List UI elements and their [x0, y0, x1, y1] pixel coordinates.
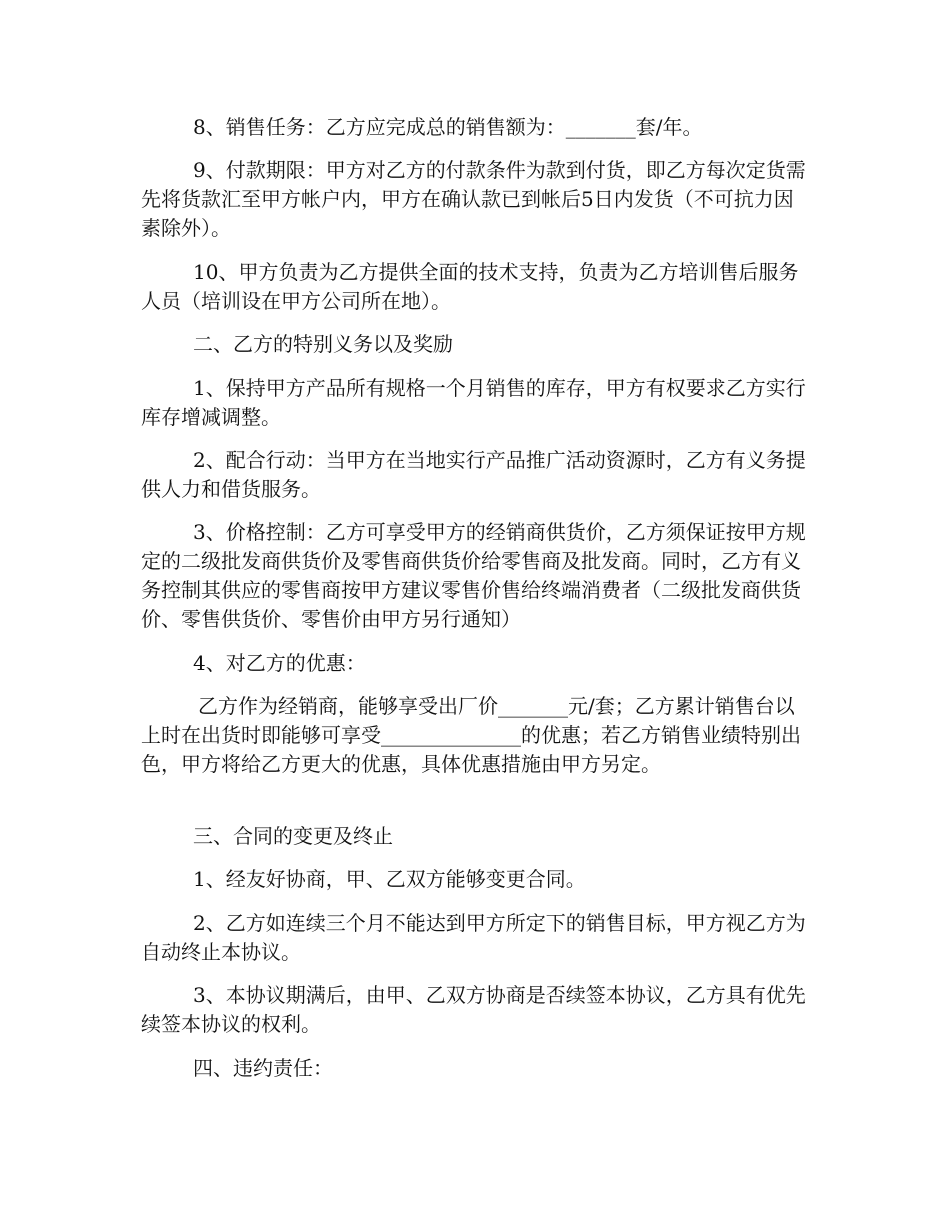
clause-termination: 2、乙方如连续三个月不能达到甲方所定下的销售目标，甲方视乙方为自动终止本协议。: [141, 911, 806, 964]
clause-discount-details: 乙方作为经销商，能够享受出厂价_______元/套；乙方累计销售台以上时在出货时即能够可享受______________的优惠；若乙方销售业绩特别出色，甲方将给乙方更大的优惠，具体优惠措施由甲方另定。: [141, 694, 801, 776]
clause-inventory: 1、保持甲方产品所有规格一个月销售的库存，甲方有权要求乙方实行库存增减调整。: [141, 376, 806, 429]
clause-sales-target: 8、销售任务：乙方应完成总的销售额为：_______套/年。: [193, 115, 703, 139]
section-heading-4: 四、违约责任：: [193, 1056, 333, 1080]
clause-amendment: 1、经友好协商，甲、乙双方能够变更合同。: [193, 867, 586, 891]
clause-payment-terms: 9、付款期限：甲方对乙方的付款条件为款到付货，即乙方每次定货需先将货款汇至甲方帐户内，甲方在确认款已到帐后5日内发货（不可抗力因素除外）。: [141, 158, 806, 240]
section-heading-3: 三、合同的变更及终止: [193, 824, 393, 848]
clause-cooperation: 2、配合行动：当甲方在当地实行产品推广活动资源时，乙方有义务提供人力和借货服务。: [141, 448, 806, 501]
clause-technical-support: 10、甲方负责为乙方提供全面的技术支持，负责为乙方培训售后服务人员（培训设在甲方公司所在地）。: [141, 260, 799, 313]
clause-renewal: 3、本协议期满后，由甲、乙双方协商是否续签本协议，乙方具有优先续签本协议的权利。: [141, 983, 806, 1036]
clause-discount-heading: 4、对乙方的优惠：: [193, 651, 366, 675]
section-heading-2: 二、乙方的特别义务以及奖励: [193, 332, 453, 356]
clause-price-control: 3、价格控制：乙方可享受甲方的经销商供货价，乙方须保证按甲方规定的二级批发商供货价及零售商供货价给零售商及批发商。同时，乙方有义务控制其供应的零售商按甲方建议零售价售给终端消费者（二级批发商供货价、零售供货价、零售价由甲方另行通知）: [141, 520, 806, 631]
